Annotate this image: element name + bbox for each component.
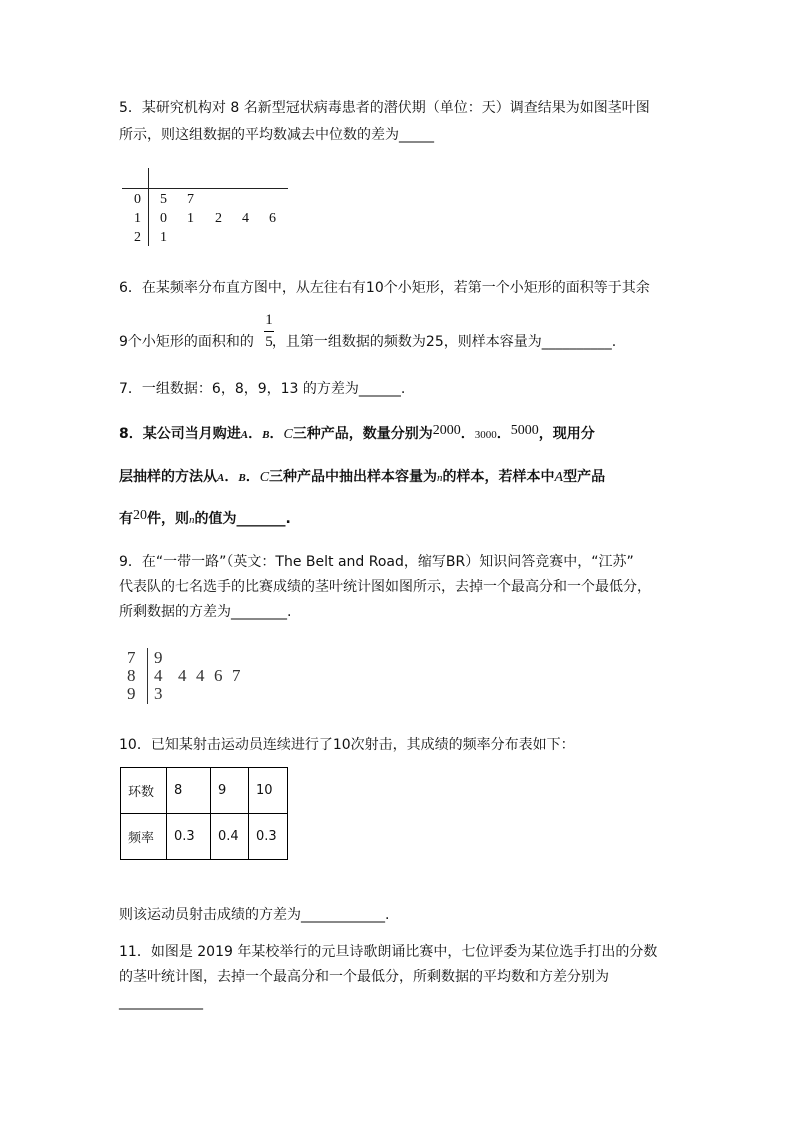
stem-divider [148,168,149,246]
q8-text: 的样本，若样本中 [442,469,555,485]
header-rule [122,188,288,189]
math-2000: 2000 [432,423,461,438]
leaf: 7 [232,666,241,685]
leaf: 1 [160,230,167,245]
table-cell: 9 [211,768,249,814]
q8-line1 [119,423,595,442]
q10-after: 则该运动员射击成绩的方差为____________. [119,907,390,923]
q8-text: 件，则 [147,511,189,527]
math-n: n [189,514,195,526]
table-cell: 0.3 [167,814,211,860]
q8-text: 三种产品中抽出样本容量为 [269,469,438,485]
q8-text: 有 [119,511,133,527]
fraction-denominator: 5 [265,334,273,350]
q11-line1: 11．如图是 2019 年某校举行的元旦诗歌朗诵比赛中，七位评委为某位选手打出的分数 [119,944,658,960]
table-cell: 0.3 [249,814,288,860]
leaf: 0 [160,211,167,226]
q8-text: 的值为_______. [194,511,291,527]
math-B: B [238,472,246,484]
q9-line3: 所剩数据的方差为________. [119,604,292,620]
q8-text: 型产品 [563,469,606,485]
q8-text: 层抽样的方法从 [119,469,217,485]
math-C: C [283,427,293,442]
table-row [121,814,288,860]
q5-line2: 所示，则这组数据的平均数减去中位数的差为_____ [119,127,434,143]
fraction-one-fifth [264,312,274,351]
q8-line3 [119,508,291,527]
math-A: A [554,470,564,485]
stem: 9 [127,684,136,703]
leaf: 4 [242,211,249,226]
q8-text: 三种产品，数量分别为 [292,426,433,442]
table-row [121,768,288,814]
q8-text: 8．某公司当月购进 [119,426,241,442]
math-20: 20 [133,508,147,523]
table-cell: 频率 [121,814,167,860]
sep: ． [248,426,263,442]
stem: 2 [134,230,141,245]
leaf: 9 [154,648,163,667]
fraction-numerator: 1 [265,312,273,328]
leaf: 4 [196,666,205,685]
stem: 0 [134,192,141,207]
leaf: 1 [187,211,194,226]
math-B: B [262,429,270,441]
math-C: C [259,470,270,485]
stem-leaf-plot-2 [127,648,267,706]
q11-line3: ____________ [119,994,203,1010]
q6-line2 [119,335,616,349]
math-3000: 3000 [474,429,497,441]
table-cell: 8 [167,768,211,814]
leaf: 6 [269,211,276,226]
stem-leaf-plot-1 [122,168,292,246]
leaf: 4 [154,666,163,685]
q9-line2: 代表队的七名选手的比赛成绩的茎叶统计图如图所示，去掉一个最高分和一个最低分， [119,579,651,595]
stem: 8 [127,666,136,685]
sep: ． [269,426,284,442]
leaf: 5 [160,192,167,207]
leaf: 6 [214,666,223,685]
leaf: 2 [215,211,222,226]
sep: ． [496,426,511,442]
q6-line2-post: ，且第一组数据的频数为25，则样本容量为__________. [271,334,617,350]
table-cell: 环数 [121,768,167,814]
sep: ． [245,469,260,485]
math-n: n [437,472,443,484]
leaf: 4 [178,666,187,685]
stem: 1 [134,211,141,226]
math-A: A [240,429,249,441]
frequency-table [120,767,288,860]
q8-line2 [119,470,605,485]
math-5000: 5000 [510,423,539,438]
table-cell: 0.4 [211,814,249,860]
sep: ． [224,469,239,485]
q8-text: ，现用分 [538,426,595,442]
leaf: 3 [154,684,163,703]
q6-line2-pre: 9个小矩形的面积和的 [119,334,254,350]
stem: 7 [127,648,136,667]
table-cell: 10 [249,768,288,814]
fraction-bar [264,331,274,332]
q11-line2: 的茎叶统计图，去掉一个最高分和一个最低分，所剩数据的平均数和方差分别为 [119,969,609,985]
q6-line1: 6．在某频率分布直方图中，从左往右有10个小矩形，若第一个小矩形的面积等于其余 [119,280,650,296]
sep: ． [460,426,475,442]
q9-line1: 9．在“一带一路”（英文：The Belt and Road，缩写BR）知识问答竞赛中，“江苏” [119,554,634,570]
math-A: A [217,472,225,484]
leaf: 7 [187,192,194,207]
q5-line1: 5．某研究机构对 8 名新型冠状病毒患者的潜伏期（单位：天）调查结果为如图茎叶图 [119,100,650,116]
stem-divider [147,648,148,704]
q10-line1: 10．已知某射击运动员连续进行了10次射击，其成绩的频率分布表如下： [119,737,575,753]
q7-text: 7．一组数据：6，8，9，13 的方差为______. [119,381,406,397]
